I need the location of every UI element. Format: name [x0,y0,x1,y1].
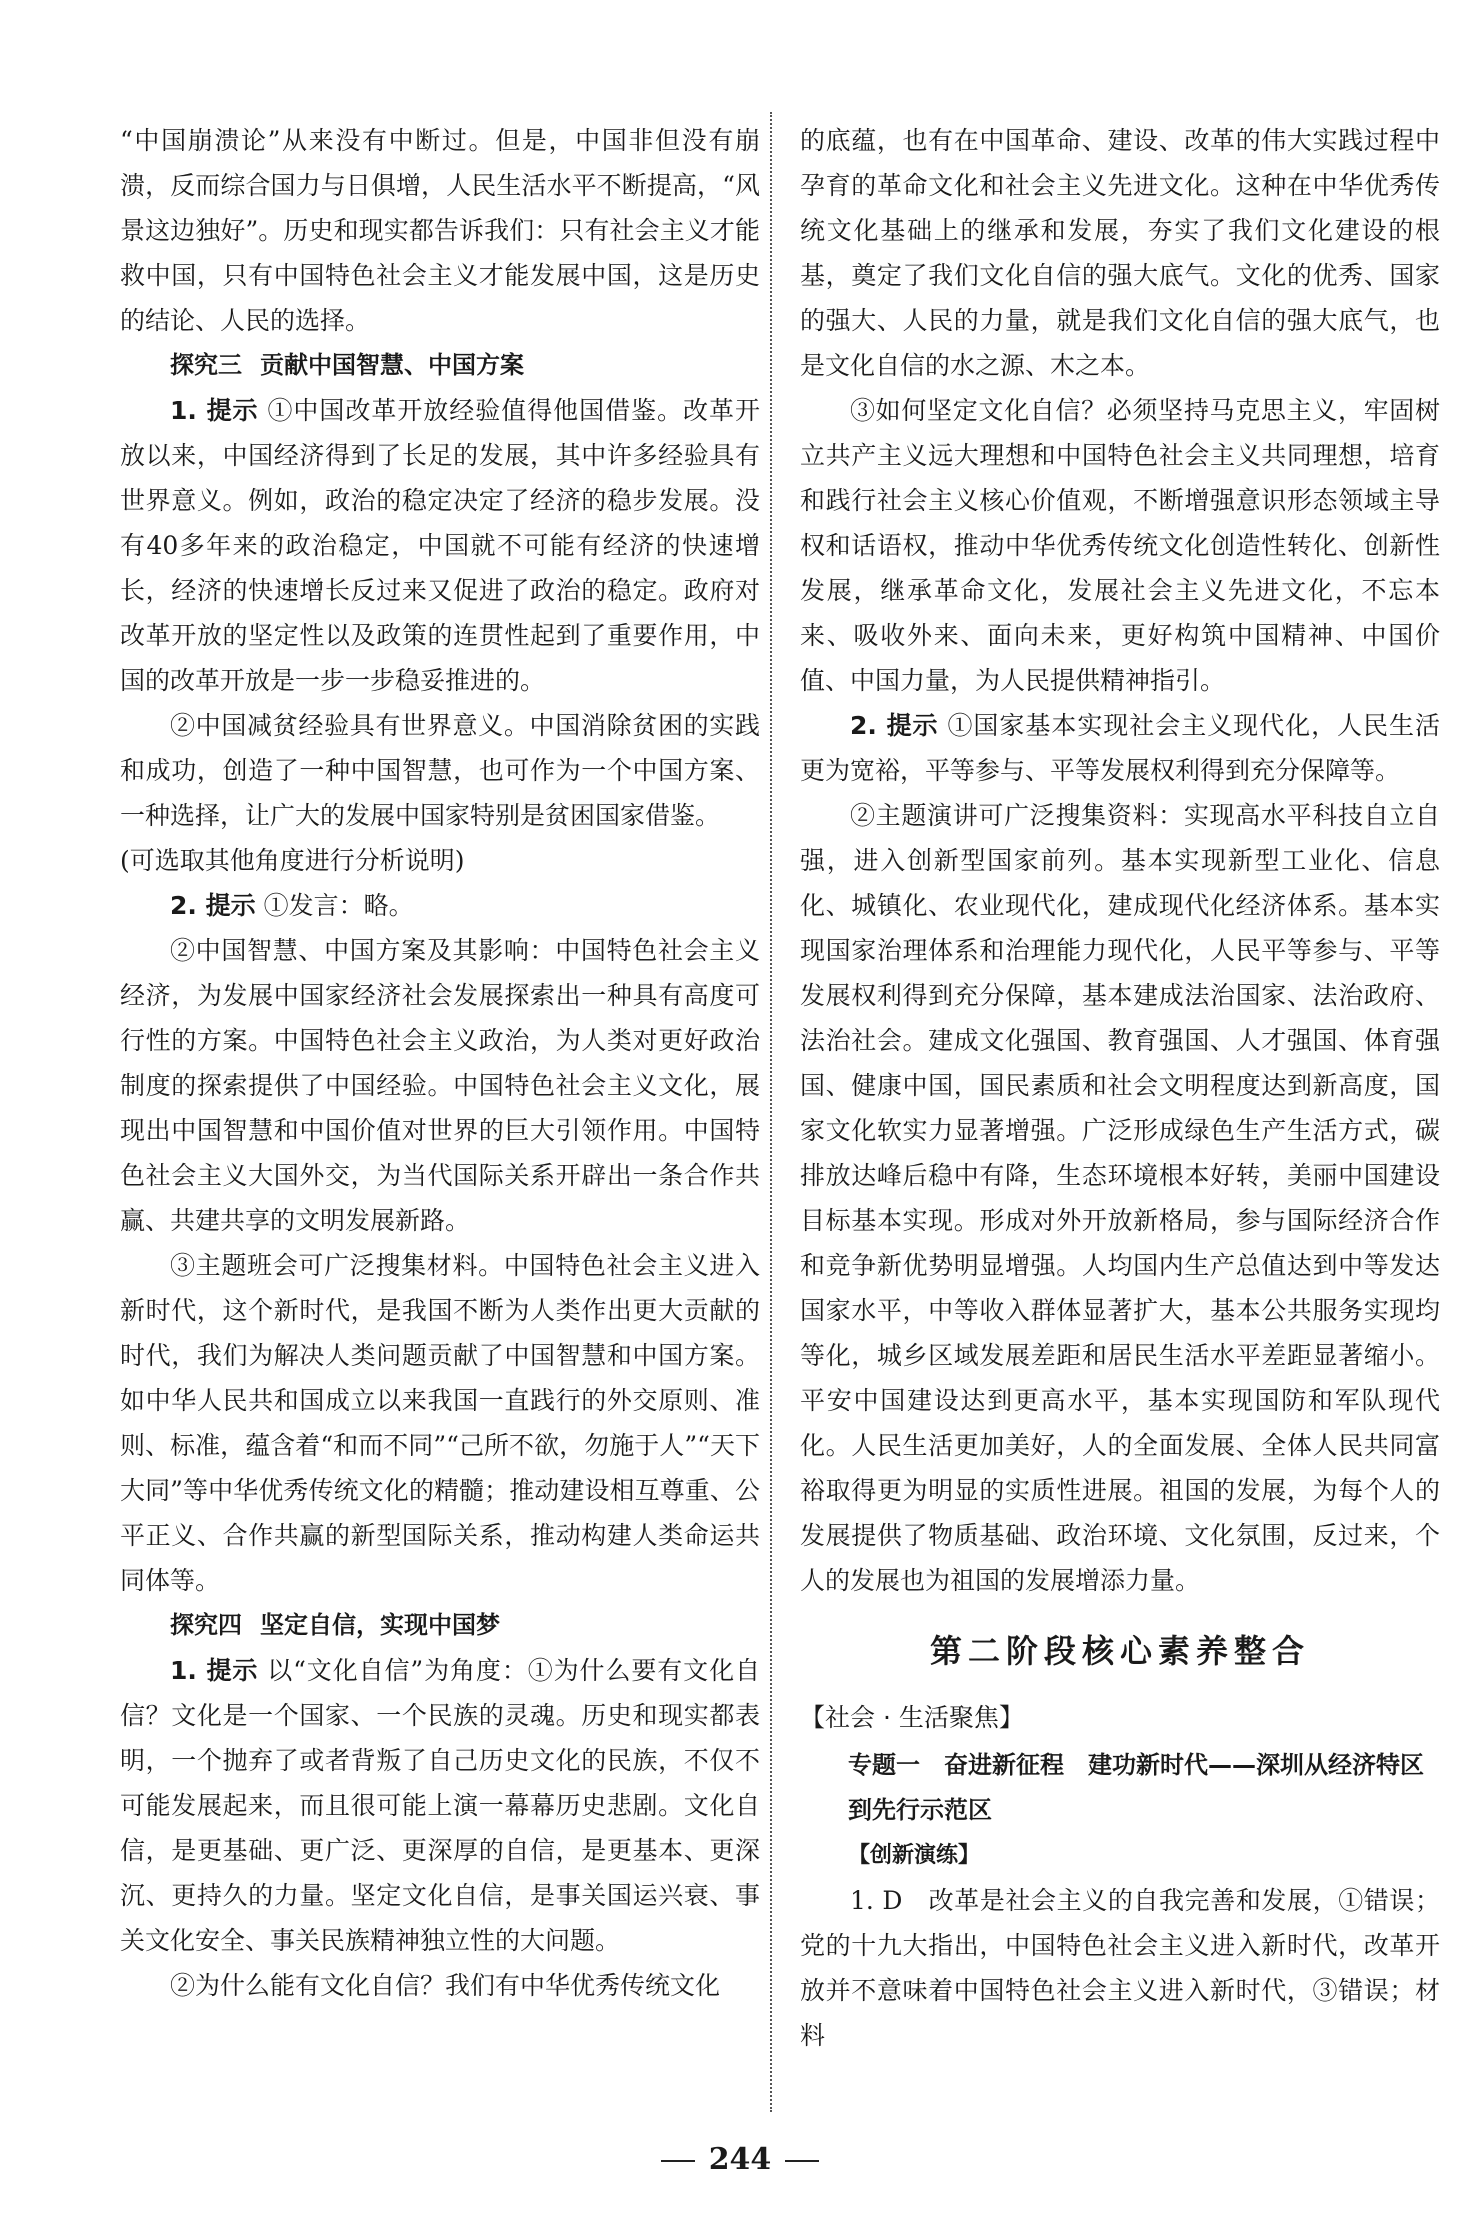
heading-title: 坚定自信，实现中国梦 [260,1611,500,1639]
paragraph: “中国崩溃论”从来没有中断过。但是，中国非但没有崩溃，反而综合国力与日俱增，人民生活水平不断提高，“风景这边独好”。历史和现实都告诉我们：只有社会主义才能救中国，只有中国特色社会主义才能发展中国，这是历史的结论、人民的选择。 [120,126,760,335]
left-column [120,118,760,2008]
paragraph [120,1648,760,1963]
right-column [800,118,1440,2058]
paragraph-text: ①国家基本实现社会主义现代化，人民生活更为宽裕，平等参与、平等发展权利得到充分保障等。 [800,711,1440,785]
paragraph-text: ①发言：略。 [263,891,414,920]
paragraph-text: ①中国改革开放经验值得他国借鉴。改革开放以来，中国经济得到了长足的发展，其中许多经验具有世界意义。例如，政治的稳定决定了经济的稳步发展。没有40多年来的政治稳定，中国就不可能有经济的快速增长，经济的快速增长反过来又促进了政治的稳定。政府对改革开放的坚定性以及政策的连贯性起到了重要作用，中国的改革开放是一步一步稳妥推进的。 [120,396,760,695]
footer-dash [661,2160,695,2162]
heading-label: 探究三 [170,351,242,379]
paragraph: ②为什么能有文化自信？我们有中华优秀传统文化 [170,1971,721,2000]
hint-label: 2. 提示 [850,711,939,740]
paragraph [120,883,760,928]
paragraph: ②主题演讲可广泛搜集资料：实现高水平科技自立自强，进入创新型国家前列。基本实现新型工业化、信息化、城镇化、农业现代化，建成现代化经济体系。基本实现国家治理体系和治理能力现代化，人民平等参与、平等发展权利得到充分保障，基本建成法治国家、法治政府、法治社会。建成文化强国、教育强国、人才强国、体育强国、健康中国，国民素质和社会文明程度达到新高度，国家文化软实力显著增强。广泛形成绿色生产生活方式，碳排放达峰后稳中有降，生态环境根本好转，美丽中国建设目标基本实现。形成对外开放新格局，参与国际经济合作和竞争新优势明显增强。人均国内生产总值达到中等发达国家水平，中等收入群体显著扩大，基本公共服务实现均等化，城乡区域发展差距和居民生活水平差距显著缩小。平安中国建设达到更高水平，基本实现国防和军队现代化。人民生活更加美好，人的全面发展、全体人民共同富裕取得更为明显的实质性进展。祖国的发展，为每个人的发展提供了物质基础、政治环境、文化氛围，反过来，个人的发展也为祖国的发展增添力量。 [800,801,1440,1595]
sub-label: 【创新演练】 [848,1843,981,1868]
section-title: 第二阶段核心素养整合 [929,1632,1310,1670]
paragraph-text: 改革是社会主义的自我完善和发展，①错误；党的十九大指出，中国特色社会主义进入新时代，改革开放并不意味着中国特色社会主义进入新时代，③错误；材料 [800,1886,1440,2050]
category-label: 【社会 · 生活聚焦】 [800,1703,1024,1732]
paragraph-text: 以“文化自信”为角度：①为什么要有文化自信？文化是一个国家、一个民族的灵魂。历史和现实都表明，一个抛弃了或者背叛了自己历史文化的民族，不仅不可能发展起来，而且很可能上演一幕幕历史悲剧。文化自信，是更基础、更广泛、更深厚的自信，是更基本、更深沉、更持久的力量。坚定文化自信，是事关国运兴衰、事关文化安全、事关民族精神独立性的大问题。 [120,1656,760,1955]
heading-label: 探究四 [170,1611,242,1639]
answer-label: 1. D [850,1886,903,1915]
paragraph: 的底蕴，也有在中国革命、建设、改革的伟大实践过程中孕育的革命文化和社会主义先进文化。这种在中华优秀传统文化基础上的继承和发展，夯实了我们文化建设的根基，奠定了我们文化自信的强大底气。文化的优秀、国家的强大、人民的力量，就是我们文化自信的强大底气，也是文化自信的水之源、木之本。 [800,126,1440,380]
paragraph: ②中国智慧、中国方案及其影响：中国特色社会主义经济，为发展中国家经济社会发展探索出一种具有高度可行性的方案。中国特色社会主义政治，为人类对更好政治制度的探索提供了中国经验。中国特色社会主义文化，展现出中国智慧和中国价值对世界的巨大引领作用。中国特色社会主义大国外交，为当代国际关系开辟出一条合作共赢、共建共享的文明发展新路。 [120,936,760,1235]
paragraph: ③主题班会可广泛搜集材料。中国特色社会主义进入新时代，这个新时代，是我国不断为人类作出更大贡献的时代，我们为解决人类问题贡献了中国智慧和中国方案。如中华人民共和国成立以来我国一直践行的外交原则、准则、标准，蕴含着“和而不同”“己所不欲，勿施于人”“天下大同”等中华优秀传统文化的精髓；推动建设相互尊重、公平正义、合作共赢的新型国际关系，推动构建人类命运共同体等。 [120,1251,760,1595]
section-heading-explore-3 [120,343,760,388]
paragraph: ③如何坚定文化自信？必须坚持马克思主义，牢固树立共产主义远大理想和中国特色社会主义共同理想，培育和践行社会主义核心价值观，不断增强意识形态领域主导权和话语权，推动中华优秀传统文化创造性转化、创新性发展，继承革命文化，发展社会主义先进文化，不忘本来、吸收外来、面向未来，更好构筑中国精神、中国价值、中国力量，为人民提供精神指引。 [800,396,1440,695]
hint-label: 1. 提示 [170,1656,259,1685]
paragraph [800,703,1440,793]
footer-dash [785,2160,819,2162]
column-divider [770,112,772,2112]
paragraph [800,1878,1440,2058]
page-footer [0,2142,1480,2177]
heading-title: 贡献中国智慧、中国方案 [260,351,524,379]
section-heading-explore-4 [120,1603,760,1648]
page-number: 244 [708,2142,772,2177]
hint-label: 2. 提示 [170,891,256,920]
paragraph-note: (可选取其他角度进行分析说明) [120,846,465,875]
topic-heading: 专题一 奋进新征程 建功新时代——深圳从经济特区到先行示范区 [848,1751,1424,1824]
paragraph [120,388,760,703]
hint-label: 1. 提示 [170,396,259,425]
paragraph: ②中国减贫经验具有世界意义。中国消除贫困的实践和成功，创造了一种中国智慧，也可作为一个中国方案、一种选择，让广大的发展中国家特别是贫困国家借鉴。 [120,711,760,830]
